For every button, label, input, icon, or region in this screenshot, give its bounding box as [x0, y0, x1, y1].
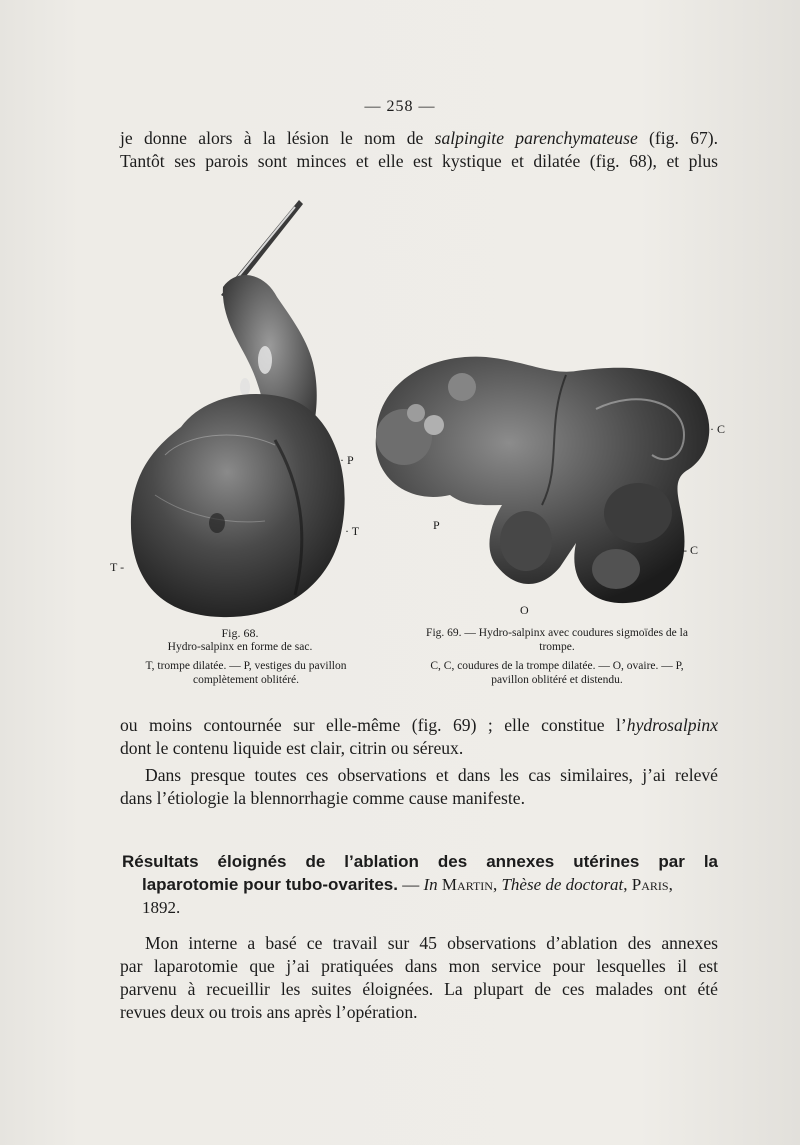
figure-69-illustration [366, 345, 716, 610]
fig69-label-p: P [433, 518, 440, 532]
fig69-legend [392, 659, 722, 687]
fig68-label-t-right: · T [345, 524, 360, 538]
fig68-caption-subtitle: Hydro-salpinx en forme de sac. [167, 641, 313, 653]
text-line: revues deux ou trois ans après l’opération. [120, 1002, 418, 1022]
paragraph-etiology [120, 764, 718, 810]
fig68-caption [140, 626, 340, 654]
text-line: par laparotomie que j’ai pratiquées dans mon service pour lesquelles il est [120, 956, 718, 976]
text-line: dont le contenu liquide est clair, citrin ou séreux. [120, 738, 464, 758]
fig69-caption [392, 626, 722, 654]
paragraph-hydrosalpinx [120, 714, 718, 760]
fig68-legend [115, 659, 377, 687]
figure-68-illustration [125, 195, 355, 625]
fig69-caption-line: Fig. 69. — Hydro-salpinx avec coudures sigmoïdes de la [426, 627, 688, 639]
fig68-caption-title: Fig. 68. [221, 626, 259, 640]
section-heading [122, 850, 718, 919]
heading-year: 1892. [142, 898, 181, 917]
text-line: Dans presque toutes ces observations et dans les cas similaires, j’ai relevé [145, 765, 718, 785]
fig68-label-t-left: T - [110, 560, 125, 574]
text-line: Tantôt ses parois sont minces et elle est kystique et dilatée (fig. 68), et plus [120, 151, 718, 171]
heading-line-2: laparotomie pour tubo-ovarites. — In Martin, Thèse de doctorat, Paris, [142, 875, 673, 894]
page-number: — 258 — [364, 98, 436, 115]
text-line: je donne alors à la lésion le nom de salpingite parenchymateuse (fig. 67). [120, 128, 718, 148]
fig68-label-p: · P [340, 453, 354, 467]
fig69-label-o: O [520, 603, 529, 617]
heading-line-1: Résultats éloignés de l’ablation des annexes utérines par la [122, 852, 718, 871]
fig69-legend-line: pavillon oblitéré et distendu. [491, 674, 623, 686]
fig69-legend-line: C, C, coudures de la trompe dilatée. — O, ovaire. — P, [430, 660, 684, 672]
paragraph-intro [120, 127, 718, 173]
text-line: dans l’étiologie la blennorrhagie comme cause manifeste. [120, 788, 525, 808]
fig68-legend-line: T, trompe dilatée. — P, vestiges du pavillon [145, 660, 347, 672]
fig69-label-c-bottom: - C [683, 543, 698, 557]
paragraph-study [120, 932, 718, 1024]
text-line: ou moins contournée sur elle-même (fig. 69) ; elle constitue l’hydrosalpinx [120, 715, 718, 735]
fig69-label-c-top: · C [710, 422, 725, 436]
fig68-legend-line: complètement oblitéré. [192, 674, 299, 686]
fig69-caption-line: trompe. [539, 641, 575, 653]
text-line: parvenu à recueillir les suites éloignées. La plupart de ces malades ont été [120, 979, 718, 999]
text-line: Mon interne a basé ce travail sur 45 observations d’ablation des annexes [145, 933, 718, 953]
